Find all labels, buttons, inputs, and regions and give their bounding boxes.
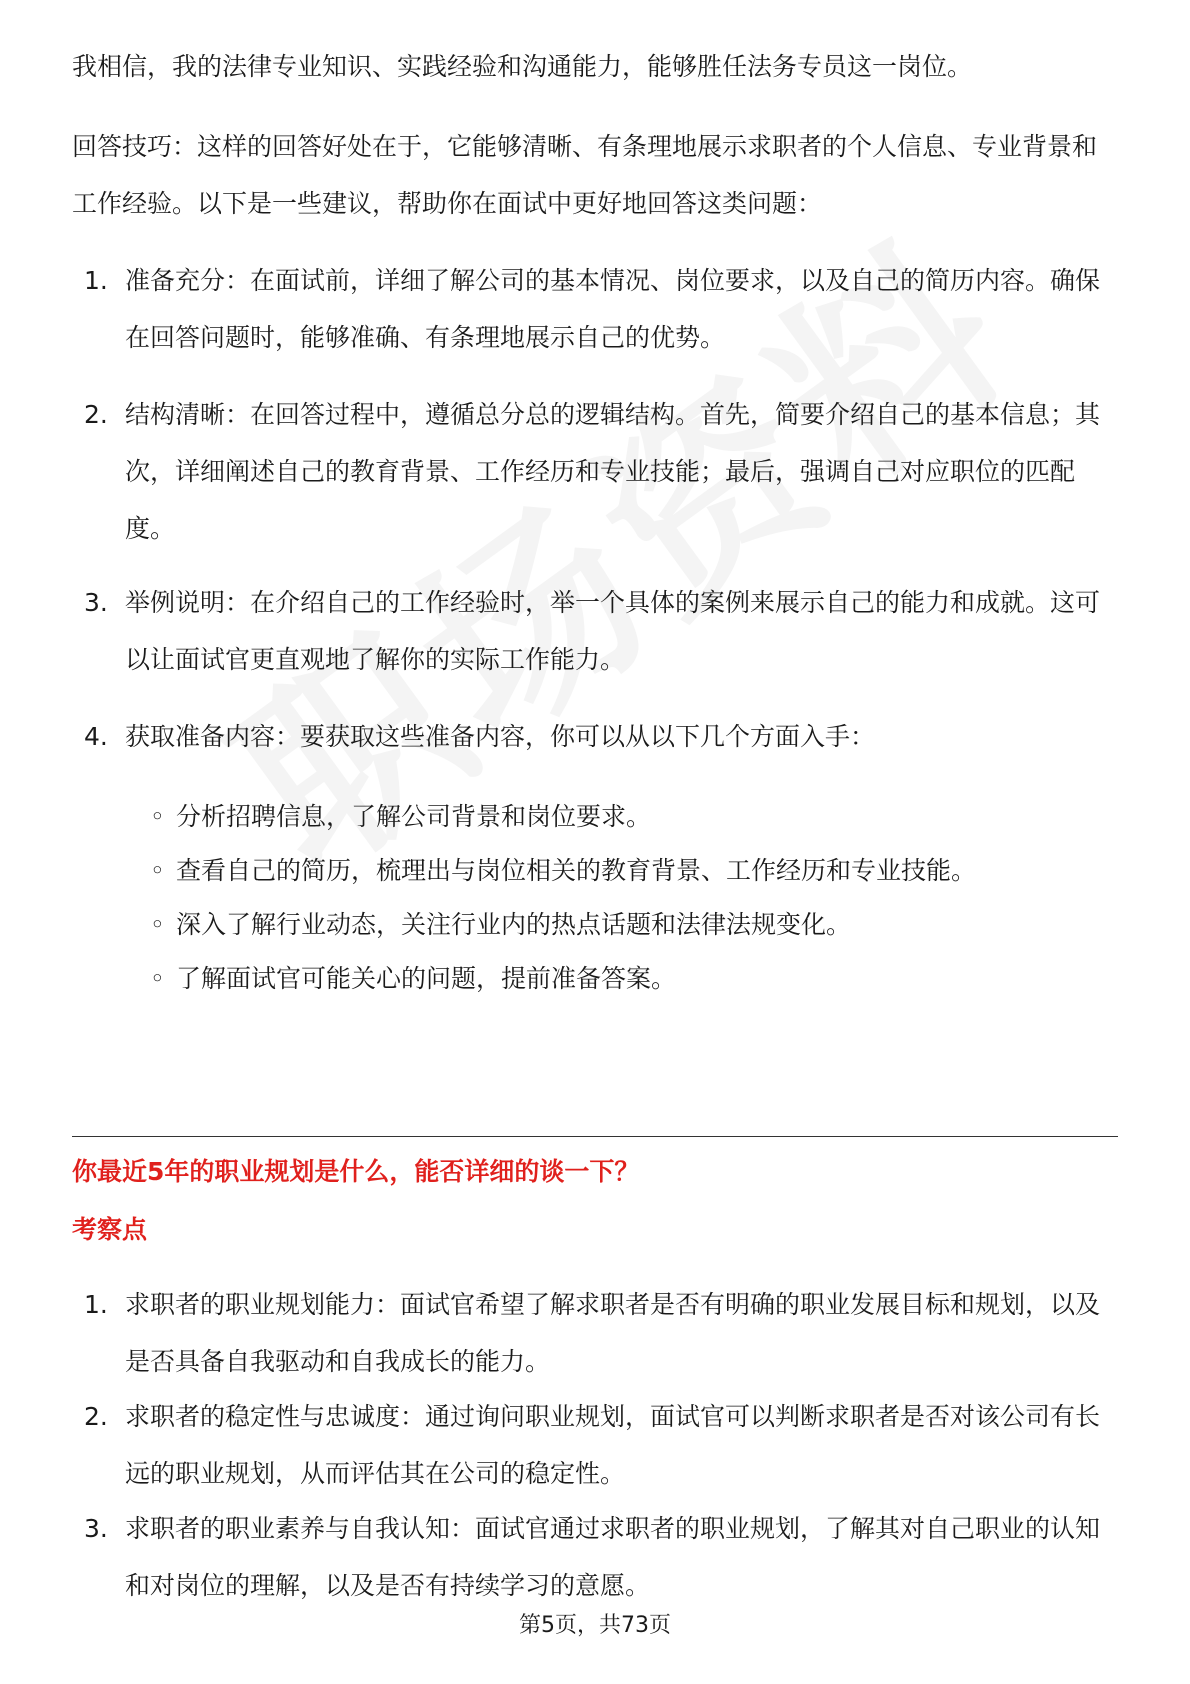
list-number: 2. — [84, 400, 108, 429]
tips-list-item — [84, 386, 1114, 557]
question-title: 你最近5年的职业规划是什么，能否详细的谈一下？ — [72, 1157, 640, 1186]
sub-list-item — [150, 842, 1100, 899]
examine-list-item — [84, 1500, 1114, 1614]
intro-paragraph: 我相信，我的法律专业知识、实践经验和沟通能力，能够胜任法务专员这一岗位。 — [72, 52, 973, 81]
tips-paragraph: 回答技巧：这样的回答好处在于，它能够清晰、有条理地展示求职者的个人信息、专业背景和工作经验。以下是一些建议，帮助你在面试中更好地回答这类问题： — [72, 132, 1098, 218]
list-number: 3. — [84, 588, 108, 617]
bullet-icon: ◦ — [150, 910, 165, 939]
list-number: 1. — [84, 266, 108, 295]
sub-list-item — [150, 950, 1100, 1007]
bullet-icon: ◦ — [150, 964, 165, 993]
list-text: 结构清晰：在回答过程中，遵循总分总的逻辑结构。首先，简要介绍自己的基本信息；其次，详细阐述自己的教育背景、工作经历和专业技能；最后，强调自己对应职位的匹配度。 — [125, 400, 1101, 543]
sub-list-text: 深入了解行业动态，关注行业内的热点话题和法律法规变化。 — [176, 910, 852, 939]
sub-list-item — [150, 788, 1100, 845]
list-text: 举例说明：在介绍自己的工作经验时，举一个具体的案例来展示自己的能力和成就。这可以让面试官更直观地了解你的实际工作能力。 — [125, 588, 1101, 674]
sub-list-text: 了解面试官可能关心的问题，提前准备答案。 — [176, 964, 677, 993]
list-number: 2. — [84, 1402, 108, 1431]
list-text: 求职者的职业规划能力：面试官希望了解求职者是否有明确的职业发展目标和规划，以及是否具备自我驱动和自我成长的能力。 — [125, 1290, 1101, 1376]
page-footer: 第5页，共73页 — [519, 1613, 671, 1638]
tips-list-item — [84, 252, 1114, 366]
sub-list-item — [150, 896, 1100, 953]
list-number: 3. — [84, 1514, 108, 1543]
list-text: 获取准备内容：要获取这些准备内容，你可以从以下几个方面入手： — [125, 722, 876, 751]
list-number: 1. — [84, 1290, 108, 1319]
tips-list-item — [84, 574, 1114, 688]
list-text: 求职者的稳定性与忠诚度：通过询问职业规划，面试官可以判断求职者是否对该公司有长远的职业规划，从而评估其在公司的稳定性。 — [125, 1402, 1101, 1488]
bullet-icon: ◦ — [150, 856, 165, 885]
list-number: 4. — [84, 722, 108, 751]
bullet-icon: ◦ — [150, 802, 165, 831]
tips-list-item — [84, 708, 1114, 765]
section-divider — [72, 1136, 1118, 1137]
list-text: 准备充分：在面试前，详细了解公司的基本情况、岗位要求，以及自己的简历内容。确保在回答问题时，能够准确、有条理地展示自己的优势。 — [125, 266, 1101, 352]
examine-list-item — [84, 1388, 1114, 1502]
list-text: 求职者的职业素养与自我认知：面试官通过求职者的职业规划，了解其对自己职业的认知和对岗位的理解，以及是否有持续学习的意愿。 — [125, 1514, 1101, 1600]
examine-label: 考察点 — [72, 1215, 148, 1244]
sub-list-text: 分析招聘信息，了解公司背景和岗位要求。 — [176, 802, 652, 831]
examine-list-item — [84, 1276, 1114, 1390]
sub-list-text: 查看自己的简历，梳理出与岗位相关的教育背景、工作经历和专业技能。 — [176, 856, 977, 885]
